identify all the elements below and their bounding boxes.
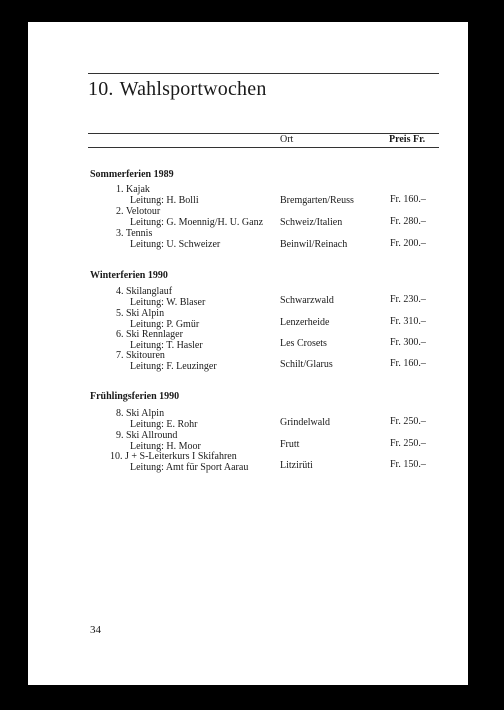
course-name: 5. Ski Alpin bbox=[116, 308, 165, 319]
chapter-title: Wahlsportwochen bbox=[119, 78, 267, 100]
course-price: Fr. 230.– bbox=[390, 294, 426, 305]
course-place: Schwarzwald bbox=[280, 295, 334, 306]
course-name: 9. Ski Allround bbox=[116, 430, 178, 441]
header-rule-top bbox=[88, 133, 439, 134]
course-leader: Leitung: H. Bolli bbox=[130, 195, 199, 206]
course-price: Fr. 250.– bbox=[390, 416, 426, 427]
course-price: Fr. 160.– bbox=[390, 358, 426, 369]
section-heading: Winterferien 1990 bbox=[90, 270, 168, 281]
course-leader: Leitung: P. Gmür bbox=[130, 319, 200, 330]
course-leader: Leitung: E. Rohr bbox=[130, 419, 198, 430]
course-place: Beinwil/Reinach bbox=[280, 239, 348, 250]
column-header-preis: Preis Fr. bbox=[389, 134, 426, 145]
course-place: Litzirüti bbox=[280, 460, 313, 471]
document-page bbox=[28, 22, 468, 685]
course-place: Frutt bbox=[280, 439, 300, 450]
course-price: Fr. 150.– bbox=[390, 459, 426, 470]
course-place: Les Crosets bbox=[280, 338, 327, 349]
course-leader: Leitung: F. Leuzinger bbox=[130, 361, 217, 372]
header-rule-bottom bbox=[88, 147, 439, 148]
course-leader: Leitung: H. Moor bbox=[130, 441, 201, 452]
course-price: Fr. 280.– bbox=[390, 216, 426, 227]
course-name: 8. Ski Alpin bbox=[116, 408, 165, 419]
course-name: 4. Skilanglauf bbox=[116, 286, 173, 297]
page-title bbox=[88, 78, 267, 101]
section-heading: Frühlingsferien 1990 bbox=[90, 391, 180, 402]
course-leader: Leitung: U. Schweizer bbox=[130, 239, 221, 250]
course-name: 10. J + S-Leiterkurs I Skifahren bbox=[110, 451, 237, 462]
course-name: 1. Kajak bbox=[116, 184, 150, 195]
course-price: Fr. 200.– bbox=[390, 238, 426, 249]
course-place: Schweiz/Italien bbox=[280, 217, 343, 228]
course-name: 2. Velotour bbox=[116, 206, 161, 217]
course-leader: Leitung: T. Hasler bbox=[130, 340, 203, 351]
course-price: Fr. 310.– bbox=[390, 316, 426, 327]
section-heading: Sommerferien 1989 bbox=[90, 169, 174, 180]
course-place: Bremgarten/Reuss bbox=[280, 195, 354, 206]
page-number: 34 bbox=[90, 624, 101, 636]
course-place: Lenzerheide bbox=[280, 317, 330, 328]
column-header-ort: Ort bbox=[280, 134, 294, 145]
course-price: Fr. 250.– bbox=[390, 438, 426, 449]
course-name: 3. Tennis bbox=[116, 228, 153, 239]
title-rule bbox=[88, 73, 439, 74]
chapter-number: 10. bbox=[88, 78, 114, 100]
course-place: Grindelwald bbox=[280, 417, 330, 428]
course-price: Fr. 160.– bbox=[390, 194, 426, 205]
course-leader: Leitung: G. Moennig/H. U. Ganz bbox=[130, 217, 264, 228]
course-name: 6. Ski Rennlager bbox=[116, 329, 183, 340]
course-price: Fr. 300.– bbox=[390, 337, 426, 348]
course-leader: Leitung: W. Blaser bbox=[130, 297, 206, 308]
course-leader: Leitung: Amt für Sport Aarau bbox=[130, 462, 249, 473]
course-name: 7. Skitouren bbox=[116, 350, 165, 361]
course-place: Schilt/Glarus bbox=[280, 359, 333, 370]
